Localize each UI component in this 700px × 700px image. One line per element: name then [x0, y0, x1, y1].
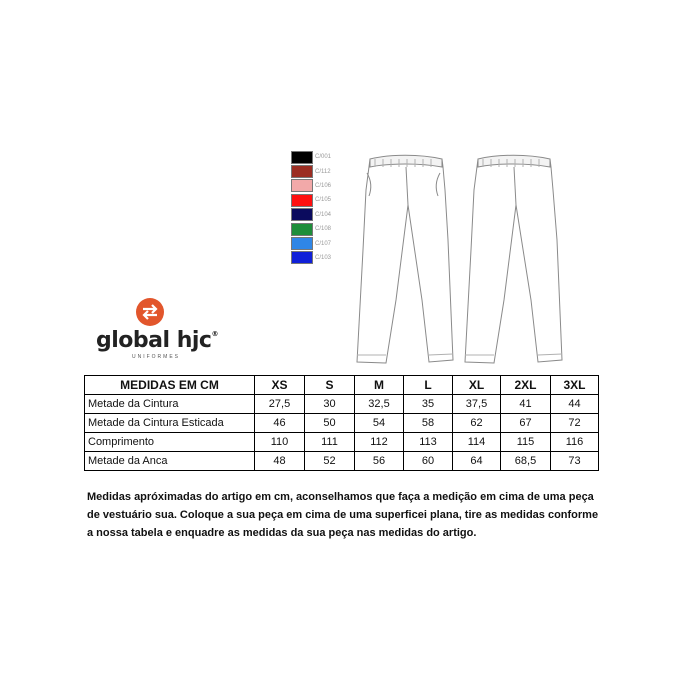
table-cell: 114 [453, 433, 501, 452]
pants-illustration [345, 150, 570, 370]
color-swatch-item [291, 193, 351, 207]
color-swatch-item [291, 251, 351, 265]
table-cell: 32,5 [355, 395, 404, 414]
table-cell: 50 [305, 414, 355, 433]
color-swatch-item [291, 222, 351, 236]
table-cell: 58 [404, 414, 453, 433]
table-cell: 60 [404, 452, 453, 471]
logo-arrows-icon [136, 298, 164, 326]
color-swatch [291, 194, 313, 207]
size-header: M [355, 376, 404, 395]
pants-back-view [465, 155, 562, 363]
color-code: C/001 [315, 154, 332, 161]
size-header: 3XL [551, 376, 599, 395]
table-cell: 111 [305, 433, 355, 452]
table-cell: 44 [551, 395, 599, 414]
color-swatch [291, 179, 313, 192]
table-cell: 62 [453, 414, 501, 433]
row-label: Metade da Cintura Esticada [85, 414, 255, 433]
color-code: C/106 [315, 182, 332, 189]
table-cell: 115 [501, 433, 551, 452]
color-swatch-item [291, 208, 351, 222]
table-row [85, 414, 599, 433]
color-swatch [291, 223, 313, 236]
size-header: L [404, 376, 453, 395]
table-cell: 27,5 [255, 395, 305, 414]
brand-name: global hjc [96, 328, 212, 353]
color-swatch [291, 208, 313, 221]
table-cell: 116 [551, 433, 599, 452]
registered-mark: ® [211, 330, 218, 338]
table-cell: 73 [551, 452, 599, 471]
table-cell: 68,5 [501, 452, 551, 471]
color-code: C/104 [315, 211, 332, 218]
color-swatch-list [291, 150, 351, 265]
size-header: XL [453, 376, 501, 395]
row-label: Metade da Anca [85, 452, 255, 471]
color-swatch-item [291, 164, 351, 178]
brand-logo [96, 298, 216, 368]
row-label: Comprimento [85, 433, 255, 452]
table-cell: 72 [551, 414, 599, 433]
color-swatch-item [291, 179, 351, 193]
table-cell: 41 [501, 395, 551, 414]
size-header: XS [255, 376, 305, 395]
color-swatch [291, 151, 313, 164]
color-code: C/108 [315, 226, 332, 233]
table-cell: 35 [404, 395, 453, 414]
color-code: C/107 [315, 240, 332, 247]
measurement-note: Medidas apróximadas do artigo em cm, aconselhamos que faça a medição em cima de uma peça de vestuário sua. Coloque a sua peça em cima de uma superficei plana, tire as medidas conforme a nossa tabela e enquadre as medidas da sua peça nas medidas do artigo. [87, 491, 599, 539]
table-cell: 112 [355, 433, 404, 452]
table-cell: 46 [255, 414, 305, 433]
table-cell: 37,5 [453, 395, 501, 414]
header-label: MEDIDAS EM CM [85, 376, 255, 395]
size-header: 2XL [501, 376, 551, 395]
table-cell: 54 [355, 414, 404, 433]
table-cell: 67 [501, 414, 551, 433]
color-swatch [291, 237, 313, 250]
table-cell: 56 [355, 452, 404, 471]
color-swatch [291, 165, 313, 178]
table-row [85, 433, 599, 452]
size-chart-table [84, 375, 599, 471]
color-swatch-item [291, 236, 351, 250]
table-row [85, 395, 599, 414]
brand-subtitle: UNIFORMES [132, 354, 180, 360]
color-code: C/103 [315, 254, 332, 261]
size-header: S [305, 376, 355, 395]
color-code: C/112 [315, 168, 331, 175]
table-cell: 110 [255, 433, 305, 452]
row-label: Metade da Cintura [85, 395, 255, 414]
table-row [85, 452, 599, 471]
table-header-row [85, 376, 599, 395]
color-swatch [291, 251, 313, 264]
table-cell: 64 [453, 452, 501, 471]
table-cell: 52 [305, 452, 355, 471]
color-code: C/105 [315, 197, 332, 204]
table-cell: 30 [305, 395, 355, 414]
table-cell: 48 [255, 452, 305, 471]
table-cell: 113 [404, 433, 453, 452]
pants-front-view [357, 155, 453, 363]
color-swatch-item [291, 150, 351, 164]
